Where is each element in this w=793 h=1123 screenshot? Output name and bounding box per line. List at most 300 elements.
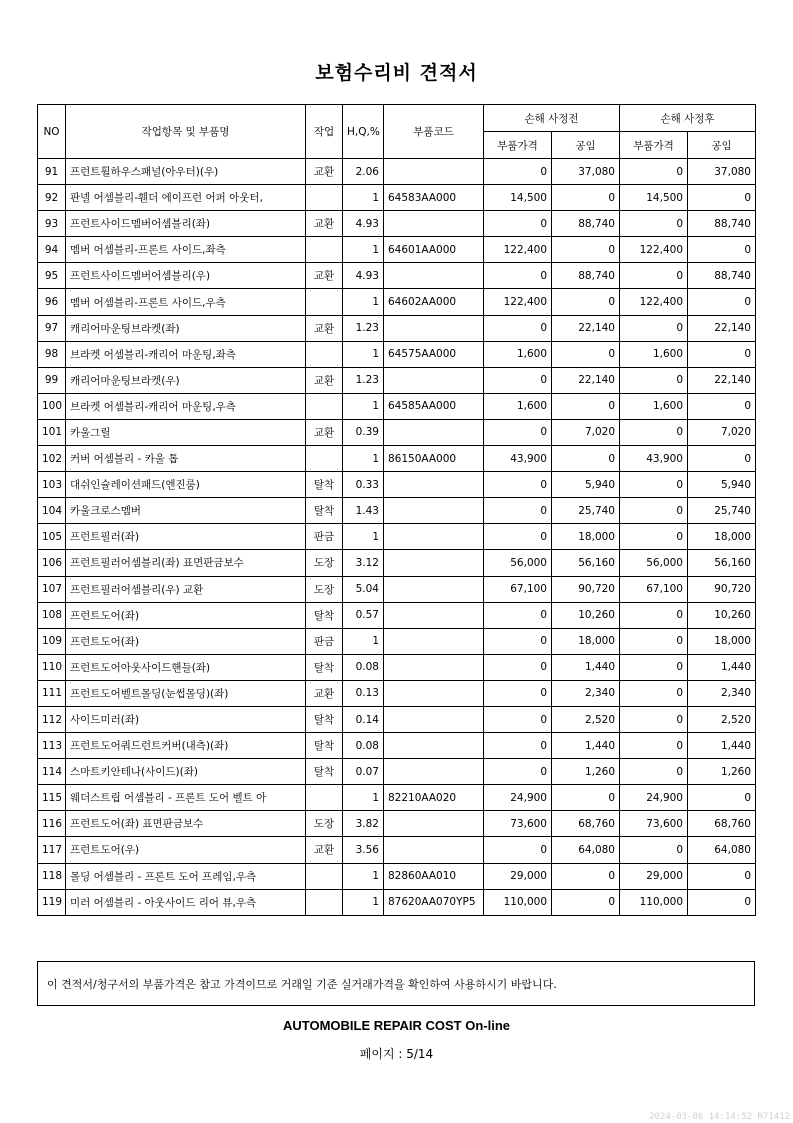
- row-after-part-price: 73,600: [620, 811, 688, 837]
- row-part-code: [384, 524, 484, 550]
- row-before-labor: 22,140: [552, 367, 620, 393]
- row-hq: 1: [343, 185, 384, 211]
- row-after-labor: 0: [688, 393, 756, 419]
- table-row: [38, 341, 756, 367]
- row-after-part-price: 0: [620, 263, 688, 289]
- row-item: 카울크로스멤버: [66, 498, 306, 524]
- row-after-labor: 18,000: [688, 628, 756, 654]
- row-after-part-price: 0: [620, 524, 688, 550]
- row-before-labor: 88,740: [552, 211, 620, 237]
- row-before-labor: 18,000: [552, 628, 620, 654]
- row-after-part-price: 43,900: [620, 446, 688, 472]
- row-before-labor: 56,160: [552, 550, 620, 576]
- row-before-part-price: 0: [484, 315, 552, 341]
- row-no: 106: [38, 550, 66, 576]
- row-work: 교환: [306, 263, 343, 289]
- table-row: [38, 211, 756, 237]
- row-work: [306, 341, 343, 367]
- row-after-labor: 1,260: [688, 759, 756, 785]
- row-no: 113: [38, 733, 66, 759]
- row-part-code: [384, 419, 484, 445]
- table-row: [38, 706, 756, 732]
- row-part-code: [384, 576, 484, 602]
- row-part-code: [384, 837, 484, 863]
- row-hq: 3.12: [343, 550, 384, 576]
- row-no: 101: [38, 419, 66, 445]
- row-before-part-price: 0: [484, 837, 552, 863]
- row-before-labor: 64,080: [552, 837, 620, 863]
- row-before-labor: 2,340: [552, 680, 620, 706]
- row-item: 프런트도어쿼드런트커버(내측)(좌): [66, 733, 306, 759]
- row-no: 102: [38, 446, 66, 472]
- row-no: 97: [38, 315, 66, 341]
- row-before-labor: 37,080: [552, 159, 620, 185]
- row-before-part-price: 43,900: [484, 446, 552, 472]
- row-after-labor: 0: [688, 446, 756, 472]
- row-item: 프런트도어(좌): [66, 628, 306, 654]
- row-hq: 0.08: [343, 654, 384, 680]
- row-after-labor: 56,160: [688, 550, 756, 576]
- row-hq: 1.23: [343, 367, 384, 393]
- row-after-part-price: 0: [620, 419, 688, 445]
- row-after-part-price: 0: [620, 472, 688, 498]
- row-before-labor: 0: [552, 393, 620, 419]
- row-item: 프런트도어(좌) 표면판금보수: [66, 811, 306, 837]
- row-item: 스마트키안테나(사이드)(좌): [66, 759, 306, 785]
- row-no: 105: [38, 524, 66, 550]
- row-work: 탈착: [306, 654, 343, 680]
- header-after-part-price: 부품가격: [620, 132, 688, 159]
- row-work: 탈착: [306, 759, 343, 785]
- table-row: [38, 472, 756, 498]
- row-part-code: [384, 733, 484, 759]
- row-after-part-price: 0: [620, 159, 688, 185]
- row-item: 브라켓 어셈블리-캐리어 마운팅,좌측: [66, 341, 306, 367]
- row-work: [306, 446, 343, 472]
- table-row: [38, 263, 756, 289]
- header-before-part-price: 부품가격: [484, 132, 552, 159]
- row-hq: 1: [343, 446, 384, 472]
- row-work: 교환: [306, 419, 343, 445]
- row-work: 교환: [306, 837, 343, 863]
- table-row: [38, 185, 756, 211]
- row-before-part-price: 0: [484, 706, 552, 732]
- row-after-part-price: 56,000: [620, 550, 688, 576]
- row-after-labor: 0: [688, 341, 756, 367]
- row-work: 교환: [306, 211, 343, 237]
- row-item: 멤버 어셈블리-프론트 사이드,좌측: [66, 237, 306, 263]
- row-after-labor: 0: [688, 185, 756, 211]
- table-row: [38, 419, 756, 445]
- row-work: 도장: [306, 811, 343, 837]
- notice-text: 이 견적서/청구서의 부품가격은 참고 가격이므로 거래일 기준 실거래가격을 확인하여 사용하시기 바랍니다.: [47, 977, 557, 991]
- row-part-code: [384, 628, 484, 654]
- row-before-labor: 68,760: [552, 811, 620, 837]
- row-part-code: [384, 680, 484, 706]
- table-row: [38, 498, 756, 524]
- row-before-labor: 10,260: [552, 602, 620, 628]
- row-after-labor: 88,740: [688, 263, 756, 289]
- row-before-labor: 1,440: [552, 733, 620, 759]
- row-hq: 0.57: [343, 602, 384, 628]
- row-part-code: [384, 159, 484, 185]
- page-number: 페이지 : 5/14: [359, 1047, 434, 1061]
- row-item: 프런트휠하우스패널(아우터)(우): [66, 159, 306, 185]
- row-after-part-price: 1,600: [620, 393, 688, 419]
- row-part-code: 82210AA020: [384, 785, 484, 811]
- row-after-labor: 90,720: [688, 576, 756, 602]
- row-work: 탈착: [306, 602, 343, 628]
- row-after-part-price: 0: [620, 315, 688, 341]
- row-before-labor: 88,740: [552, 263, 620, 289]
- row-no: 94: [38, 237, 66, 263]
- row-item: 프런트도어(우): [66, 837, 306, 863]
- row-item: 대쉬인슐레이션패드(엔진룸): [66, 472, 306, 498]
- row-hq: 0.14: [343, 706, 384, 732]
- row-no: 103: [38, 472, 66, 498]
- price-notice: [37, 961, 755, 1006]
- row-part-code: [384, 472, 484, 498]
- table-row: [38, 524, 756, 550]
- row-part-code: 87620AA070YP5: [384, 889, 484, 915]
- row-item: 프런트도어(좌): [66, 602, 306, 628]
- row-part-code: 64601AA000: [384, 237, 484, 263]
- row-before-labor: 0: [552, 863, 620, 889]
- row-before-part-price: 0: [484, 263, 552, 289]
- row-before-labor: 22,140: [552, 315, 620, 341]
- row-hq: 1.23: [343, 315, 384, 341]
- row-item: 사이드미러(좌): [66, 706, 306, 732]
- table-row: [38, 367, 756, 393]
- row-hq: 1: [343, 889, 384, 915]
- row-hq: 0.07: [343, 759, 384, 785]
- row-work: 교환: [306, 680, 343, 706]
- row-no: 110: [38, 654, 66, 680]
- header-work: 작업: [306, 105, 343, 159]
- row-before-part-price: 0: [484, 472, 552, 498]
- row-after-labor: 7,020: [688, 419, 756, 445]
- row-before-part-price: 24,900: [484, 785, 552, 811]
- row-before-part-price: 0: [484, 759, 552, 785]
- row-item: 캐리어마운팅브라켓(좌): [66, 315, 306, 341]
- table-row: [38, 602, 756, 628]
- row-after-labor: 0: [688, 785, 756, 811]
- row-hq: 1: [343, 863, 384, 889]
- row-no: 92: [38, 185, 66, 211]
- row-before-part-price: 67,100: [484, 576, 552, 602]
- row-after-part-price: 0: [620, 654, 688, 680]
- row-part-code: 86150AA000: [384, 446, 484, 472]
- row-no: 96: [38, 289, 66, 315]
- row-work: [306, 785, 343, 811]
- row-no: 115: [38, 785, 66, 811]
- row-hq: 1.43: [343, 498, 384, 524]
- row-before-labor: 5,940: [552, 472, 620, 498]
- row-no: 107: [38, 576, 66, 602]
- row-before-part-price: 0: [484, 680, 552, 706]
- row-after-labor: 68,760: [688, 811, 756, 837]
- row-before-part-price: 0: [484, 628, 552, 654]
- table-row: [38, 680, 756, 706]
- row-after-part-price: 122,400: [620, 289, 688, 315]
- row-after-labor: 2,520: [688, 706, 756, 732]
- row-after-labor: 10,260: [688, 602, 756, 628]
- row-no: 116: [38, 811, 66, 837]
- row-no: 118: [38, 863, 66, 889]
- header-before-labor: 공임: [552, 132, 620, 159]
- document-title: 보험수리비 견적서: [315, 62, 478, 84]
- row-after-part-price: 1,600: [620, 341, 688, 367]
- row-hq: 1: [343, 237, 384, 263]
- row-part-code: [384, 654, 484, 680]
- row-part-code: [384, 498, 484, 524]
- table-row: [38, 889, 756, 915]
- header-no: NO: [38, 105, 66, 159]
- row-hq: 5.04: [343, 576, 384, 602]
- row-before-part-price: 122,400: [484, 289, 552, 315]
- row-item: 프런트사이드멤버어셈블리(우): [66, 263, 306, 289]
- table-row: [38, 446, 756, 472]
- row-part-code: [384, 263, 484, 289]
- row-after-labor: 0: [688, 863, 756, 889]
- header-after-group: 손해 사정후: [620, 105, 756, 132]
- row-before-part-price: 0: [484, 367, 552, 393]
- row-item: 프런트필러(좌): [66, 524, 306, 550]
- row-after-part-price: 29,000: [620, 863, 688, 889]
- table-row: [38, 785, 756, 811]
- row-item: 프런트도어아웃사이드핸들(좌): [66, 654, 306, 680]
- row-no: 109: [38, 628, 66, 654]
- row-after-labor: 0: [688, 237, 756, 263]
- row-item: 브라켓 어셈블리-캐리어 마운팅,우측: [66, 393, 306, 419]
- row-hq: 4.93: [343, 263, 384, 289]
- row-after-part-price: 122,400: [620, 237, 688, 263]
- row-item: 캐리어마운팅브라켓(우): [66, 367, 306, 393]
- row-no: 99: [38, 367, 66, 393]
- row-after-part-price: 0: [620, 367, 688, 393]
- row-no: 114: [38, 759, 66, 785]
- row-work: 교환: [306, 315, 343, 341]
- row-after-part-price: 0: [620, 602, 688, 628]
- row-after-labor: 0: [688, 889, 756, 915]
- row-before-part-price: 29,000: [484, 863, 552, 889]
- row-hq: 3.56: [343, 837, 384, 863]
- row-after-part-price: 24,900: [620, 785, 688, 811]
- row-after-part-price: 0: [620, 211, 688, 237]
- row-no: 98: [38, 341, 66, 367]
- row-hq: 0.39: [343, 419, 384, 445]
- row-after-labor: 5,940: [688, 472, 756, 498]
- row-after-part-price: 0: [620, 706, 688, 732]
- row-before-part-price: 73,600: [484, 811, 552, 837]
- row-part-code: 64583AA000: [384, 185, 484, 211]
- row-before-part-price: 0: [484, 602, 552, 628]
- row-before-part-price: 122,400: [484, 237, 552, 263]
- row-part-code: [384, 367, 484, 393]
- row-work: 교환: [306, 367, 343, 393]
- row-no: 95: [38, 263, 66, 289]
- table-row: [38, 628, 756, 654]
- row-work: 도장: [306, 576, 343, 602]
- row-item: 웨더스트립 어셈블리 - 프론트 도어 벨트 아: [66, 785, 306, 811]
- row-hq: 1: [343, 628, 384, 654]
- row-before-labor: 0: [552, 237, 620, 263]
- table-row: [38, 393, 756, 419]
- row-before-labor: 1,260: [552, 759, 620, 785]
- row-part-code: [384, 602, 484, 628]
- row-hq: 1: [343, 393, 384, 419]
- row-after-labor: 22,140: [688, 367, 756, 393]
- row-hq: 3.82: [343, 811, 384, 837]
- row-before-labor: 7,020: [552, 419, 620, 445]
- table-row: [38, 237, 756, 263]
- row-before-labor: 0: [552, 289, 620, 315]
- row-item: 카울그릴: [66, 419, 306, 445]
- row-after-labor: 1,440: [688, 654, 756, 680]
- row-before-part-price: 0: [484, 654, 552, 680]
- row-before-labor: 0: [552, 185, 620, 211]
- row-item: 커버 어셈블리 - 카울 톱: [66, 446, 306, 472]
- row-work: 탈착: [306, 472, 343, 498]
- row-hq: 4.93: [343, 211, 384, 237]
- footer-title: AUTOMOBILE REPAIR COST On-line: [282, 1018, 511, 1033]
- row-after-part-price: 0: [620, 628, 688, 654]
- header-after-labor: 공임: [688, 132, 756, 159]
- table-row: [38, 863, 756, 889]
- row-no: 91: [38, 159, 66, 185]
- row-after-labor: 18,000: [688, 524, 756, 550]
- row-item: 멤버 어셈블리-프론트 사이드,우측: [66, 289, 306, 315]
- row-work: [306, 185, 343, 211]
- row-work: [306, 237, 343, 263]
- row-after-part-price: 0: [620, 759, 688, 785]
- print-timestamp: 2024-03-06 14:14:52 R71412: [649, 1112, 790, 1122]
- row-hq: 1: [343, 289, 384, 315]
- row-after-part-price: 67,100: [620, 576, 688, 602]
- row-item: 미러 어셈블리 - 아웃사이드 리어 뷰,우측: [66, 889, 306, 915]
- row-work: 탈착: [306, 733, 343, 759]
- row-after-part-price: 0: [620, 498, 688, 524]
- table-row: [38, 550, 756, 576]
- row-no: 119: [38, 889, 66, 915]
- table-body: [38, 159, 756, 916]
- row-before-part-price: 0: [484, 498, 552, 524]
- row-hq: 2.06: [343, 159, 384, 185]
- row-item: 프런트도어벨트몰딩(눈썹몰딩)(좌): [66, 680, 306, 706]
- row-before-part-price: 0: [484, 211, 552, 237]
- row-before-part-price: 1,600: [484, 393, 552, 419]
- header-item: 작업항목 및 부품명: [66, 105, 306, 159]
- row-after-part-price: 0: [620, 837, 688, 863]
- row-hq: 0.13: [343, 680, 384, 706]
- row-no: 117: [38, 837, 66, 863]
- table-row: [38, 654, 756, 680]
- row-after-labor: 0: [688, 289, 756, 315]
- row-before-part-price: 1,600: [484, 341, 552, 367]
- row-part-code: [384, 315, 484, 341]
- row-before-labor: 0: [552, 889, 620, 915]
- row-work: [306, 393, 343, 419]
- row-work: [306, 289, 343, 315]
- row-part-code: 64602AA000: [384, 289, 484, 315]
- row-item: 프런트사이드멤버어셈블리(좌): [66, 211, 306, 237]
- row-no: 108: [38, 602, 66, 628]
- row-after-part-price: 0: [620, 733, 688, 759]
- row-hq: 0.33: [343, 472, 384, 498]
- table-row: [38, 315, 756, 341]
- row-before-labor: 25,740: [552, 498, 620, 524]
- row-after-labor: 22,140: [688, 315, 756, 341]
- row-part-code: [384, 211, 484, 237]
- row-part-code: [384, 706, 484, 732]
- row-after-labor: 1,440: [688, 733, 756, 759]
- row-before-part-price: 0: [484, 733, 552, 759]
- row-after-labor: 88,740: [688, 211, 756, 237]
- row-part-code: [384, 811, 484, 837]
- row-before-part-price: 110,000: [484, 889, 552, 915]
- table-row: [38, 159, 756, 185]
- row-before-labor: 0: [552, 446, 620, 472]
- table-row: [38, 289, 756, 315]
- row-work: 도장: [306, 550, 343, 576]
- row-part-code: 64585AA000: [384, 393, 484, 419]
- row-before-part-price: 0: [484, 419, 552, 445]
- row-before-labor: 90,720: [552, 576, 620, 602]
- table-row: [38, 733, 756, 759]
- header-before-group: 손해 사정전: [484, 105, 620, 132]
- row-before-labor: 2,520: [552, 706, 620, 732]
- row-before-labor: 1,440: [552, 654, 620, 680]
- row-work: 탈착: [306, 706, 343, 732]
- row-before-labor: 18,000: [552, 524, 620, 550]
- table-row: [38, 576, 756, 602]
- row-hq: 1: [343, 785, 384, 811]
- row-after-labor: 37,080: [688, 159, 756, 185]
- row-no: 104: [38, 498, 66, 524]
- row-work: [306, 863, 343, 889]
- row-hq: 0.08: [343, 733, 384, 759]
- row-part-code: 64575AA000: [384, 341, 484, 367]
- row-part-code: 82860AA010: [384, 863, 484, 889]
- row-before-part-price: 0: [484, 524, 552, 550]
- header-part-code: 부품코드: [384, 105, 484, 159]
- row-after-part-price: 110,000: [620, 889, 688, 915]
- header-hq: H,Q,%: [343, 105, 384, 159]
- row-item: 프런트필러어셈블리(우) 교환: [66, 576, 306, 602]
- estimate-table: [37, 104, 756, 916]
- row-after-part-price: 0: [620, 680, 688, 706]
- row-no: 112: [38, 706, 66, 732]
- row-part-code: [384, 759, 484, 785]
- row-after-labor: 2,340: [688, 680, 756, 706]
- row-work: 판금: [306, 628, 343, 654]
- row-item: 프런트필러어셈블리(좌) 표면판금보수: [66, 550, 306, 576]
- row-before-labor: 0: [552, 785, 620, 811]
- row-before-part-price: 0: [484, 159, 552, 185]
- row-work: 판금: [306, 524, 343, 550]
- table-row: [38, 811, 756, 837]
- row-before-part-price: 14,500: [484, 185, 552, 211]
- row-no: 111: [38, 680, 66, 706]
- table-row: [38, 837, 756, 863]
- row-after-part-price: 14,500: [620, 185, 688, 211]
- row-work: 탈착: [306, 498, 343, 524]
- table-row: [38, 759, 756, 785]
- row-after-labor: 64,080: [688, 837, 756, 863]
- row-before-labor: 0: [552, 341, 620, 367]
- row-work: 교환: [306, 159, 343, 185]
- row-no: 93: [38, 211, 66, 237]
